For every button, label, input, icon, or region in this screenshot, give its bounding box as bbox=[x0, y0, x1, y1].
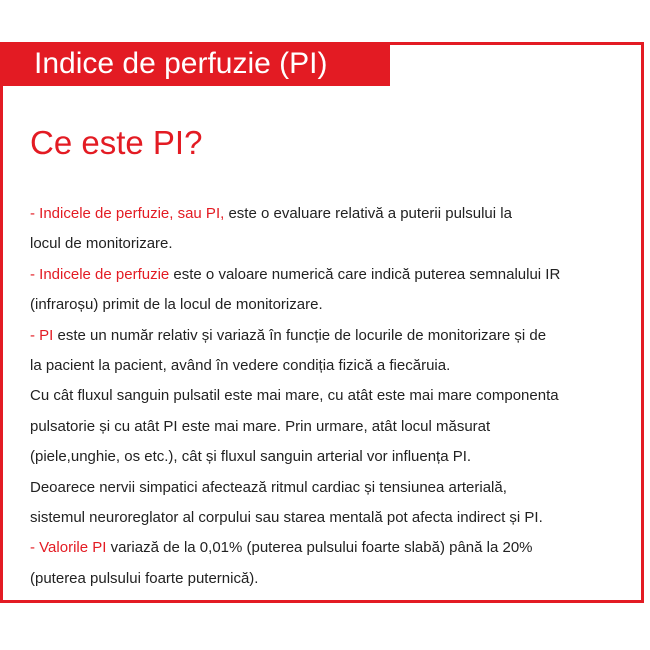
text-line bbox=[30, 564, 620, 594]
highlight-text: - Indicele de perfuzie, sau PI, bbox=[30, 205, 225, 222]
text-line bbox=[30, 290, 620, 320]
line-text: este o evaluare relativă a puterii pulsului la bbox=[224, 205, 512, 222]
text-line bbox=[30, 321, 620, 351]
text-line bbox=[30, 503, 620, 533]
text-line bbox=[30, 199, 620, 229]
text-line bbox=[30, 351, 620, 381]
text-line bbox=[30, 473, 620, 503]
highlight-text: - Indicele de perfuzie bbox=[30, 265, 170, 283]
line-text: (puterea pulsului foarte puternică). bbox=[30, 569, 259, 587]
line-text: (piele,unghie, os etc.), cât și fluxul sanguin arterial vor influența PI. bbox=[30, 448, 472, 466]
line-text: pulsatorie și cu atât PI este mai mare. Prin urmare, atât locul măsurat bbox=[30, 417, 491, 435]
line-text: (infraroșu) primit de la locul de monitorizare. bbox=[30, 296, 323, 314]
text-line bbox=[30, 381, 620, 411]
line-text: variază de la 0,01% (puterea pulsului foarte slabă) până la 20% bbox=[106, 539, 533, 557]
line-text: este o valoare numerică care indică puterea semnalului IR bbox=[169, 265, 561, 283]
line-text: sistemul neuroreglator al corpului sau starea mentală pot afecta indirect și PI. bbox=[30, 509, 543, 527]
page-title: Indice de perfuzie (PI) bbox=[34, 47, 328, 80]
title-banner bbox=[0, 42, 390, 86]
line-text: locul de monitorizare. bbox=[30, 235, 173, 253]
text-line bbox=[30, 412, 620, 442]
line-text: Cu cât fluxul sanguin pulsatil este mai mare, cu atât este mai mare componenta bbox=[30, 387, 559, 405]
section-heading: Ce este PI? bbox=[30, 124, 203, 161]
text-line bbox=[30, 260, 620, 290]
line-text: la pacient la pacient, având în vedere condiția fizică a fiecăruia. bbox=[30, 357, 451, 375]
text-line bbox=[30, 533, 620, 563]
line-text: este un număr relativ și variază în funcție de locurile de monitorizare și de bbox=[53, 326, 547, 344]
highlight-text: - PI bbox=[30, 326, 54, 344]
line-text: Deoarece nervii simpatici afectează ritmul cardiac și tensiunea arterială, bbox=[30, 478, 507, 496]
body-text bbox=[30, 199, 620, 594]
text-line bbox=[30, 229, 620, 259]
highlight-text: - Valorile PI bbox=[30, 539, 107, 557]
text-line bbox=[30, 442, 620, 472]
